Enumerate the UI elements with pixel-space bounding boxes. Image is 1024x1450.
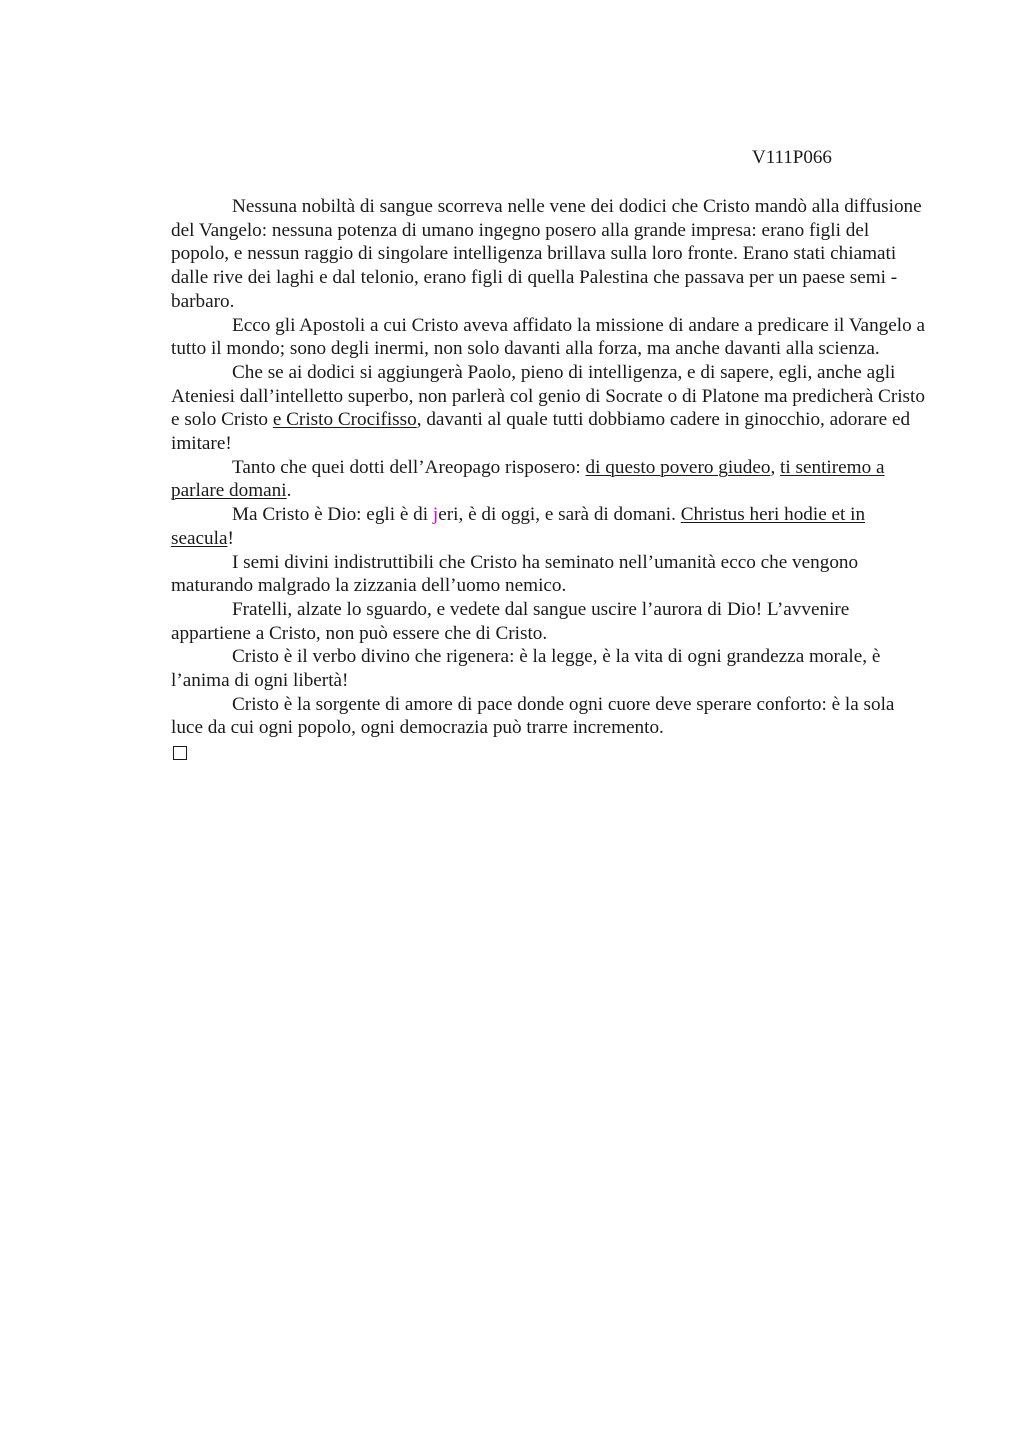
paragraph-7: Fratelli, alzate lo sguardo, e vedete dal sangue uscire l’aurora di Dio! L’avvenire appartiene a Cristo, non può essere che di Cristo. xyxy=(171,598,850,644)
paragraph-5-text-a: Ma Cristo è Dio: egli è di xyxy=(232,504,433,526)
paragraph-3-text-a: Che se ai dodici si aggiungerà Paolo, pieno di intelligenza, e di sapere, egli, anche agli Ateniesi dall’intelletto superbo, non parlerà col genio di Socrate o di Platone ma predicherà Cristo e solo Cristo xyxy=(171,361,925,431)
paragraph-1: Nessuna nobiltà di sangue scorreva nelle vene dei dodici che Cristo mandò alla diffusione del Vangelo: nessuna potenza di umano ingegno posero alla grande impresa: erano figli del popolo, e nessun raggio di singolare intelligenza brillava sulla loro fronte. Erano stati chiamati dalle rive dei laghi e dal telonio, erano figli di quella Palestina che passava per un paese semi - barbaro. xyxy=(171,196,922,312)
paragraph-5-latin-phrase: Christus heri hodie et in seacula xyxy=(171,504,866,549)
paragraph-4-text-a: Tanto che quei dotti dell’Areopago risposero: xyxy=(232,456,586,478)
paragraph-2: Ecco gli Apostoli a cui Cristo aveva affidato la missione di andare a predicare il Vangelo a tutto il mondo; sono degli inermi, non solo davanti alla forza, ma anche davanti alla scienza. xyxy=(171,314,926,360)
paragraph-4-underlined-phrase-2: ti sentiremo a parlare domani xyxy=(171,456,885,502)
paragraph-3-text-c: , davanti al quale tutti dobbiamo cadere in ginocchio, adorare ed imitare! xyxy=(171,409,911,455)
paragraph-5-highlighted-letter: j xyxy=(432,504,439,526)
document-code: V111P066 xyxy=(752,147,832,168)
paragraph-4-underlined-phrase-1: di questo povero giudeo xyxy=(585,456,771,478)
paragraph-5-text-e: ! xyxy=(227,527,234,549)
paragraph-5 xyxy=(171,503,925,550)
paragraph-3-underlined-phrase: e Cristo Crocifisso xyxy=(272,409,417,431)
paragraph-3 xyxy=(171,361,925,456)
document-body xyxy=(171,195,925,760)
paragraph-4-separator: , xyxy=(770,456,781,478)
paragraph-6: I semi divini indistruttibili che Cristo ha seminato nell’umanità ecco che vengono maturando malgrado la zizzania dell’uomo nemico. xyxy=(171,551,859,597)
empty-square-icon xyxy=(173,746,187,760)
paragraph-4 xyxy=(171,456,925,503)
paragraph-8: Cristo è il verbo divino che rigenera: è la legge, è la vita di ogni grandezza morale, è l’anima di ogni libertà! xyxy=(171,646,881,692)
paragraph-5-text-c: eri, è di oggi, e sarà di domani. xyxy=(438,504,681,526)
paragraph-4-text-e: . xyxy=(286,480,292,502)
paragraph-9: Cristo è la sorgente di amore di pace donde ogni cuore deve sperare conforto: è la sola luce da cui ogni popolo, ogni democrazia può trarre incremento. xyxy=(171,693,895,739)
